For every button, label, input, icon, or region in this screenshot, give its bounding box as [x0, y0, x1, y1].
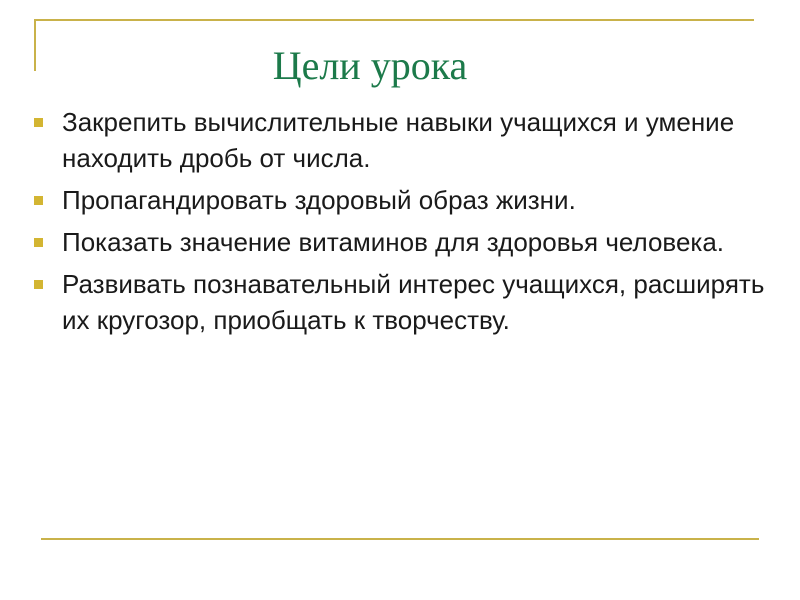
- bullet-text: Пропагандировать здоровый образ жизни.: [62, 185, 576, 215]
- bullet-item: [34, 182, 774, 218]
- bullet-item: [34, 224, 774, 260]
- bullet-item: [34, 104, 774, 176]
- slide-title: Цели урока: [272, 43, 468, 88]
- bullet-text: Показать значение витаминов для здоровья человека.: [62, 227, 725, 257]
- bullet-list: [34, 104, 774, 344]
- square-bullet-icon: [34, 238, 43, 247]
- square-bullet-icon: [34, 280, 43, 289]
- square-bullet-icon: [34, 196, 43, 205]
- bullet-text: Закрепить вычислительные навыки учащихся и умение находить дробь от числа.: [62, 107, 735, 173]
- frame-top-line: [34, 19, 754, 21]
- square-bullet-icon: [34, 118, 43, 127]
- bullet-text: Развивать познавательный интерес учащихся, расширять их кругозор, приобщать к творчеству.: [62, 269, 765, 335]
- bullet-item: [34, 266, 774, 338]
- frame-bottom-line: [41, 538, 759, 540]
